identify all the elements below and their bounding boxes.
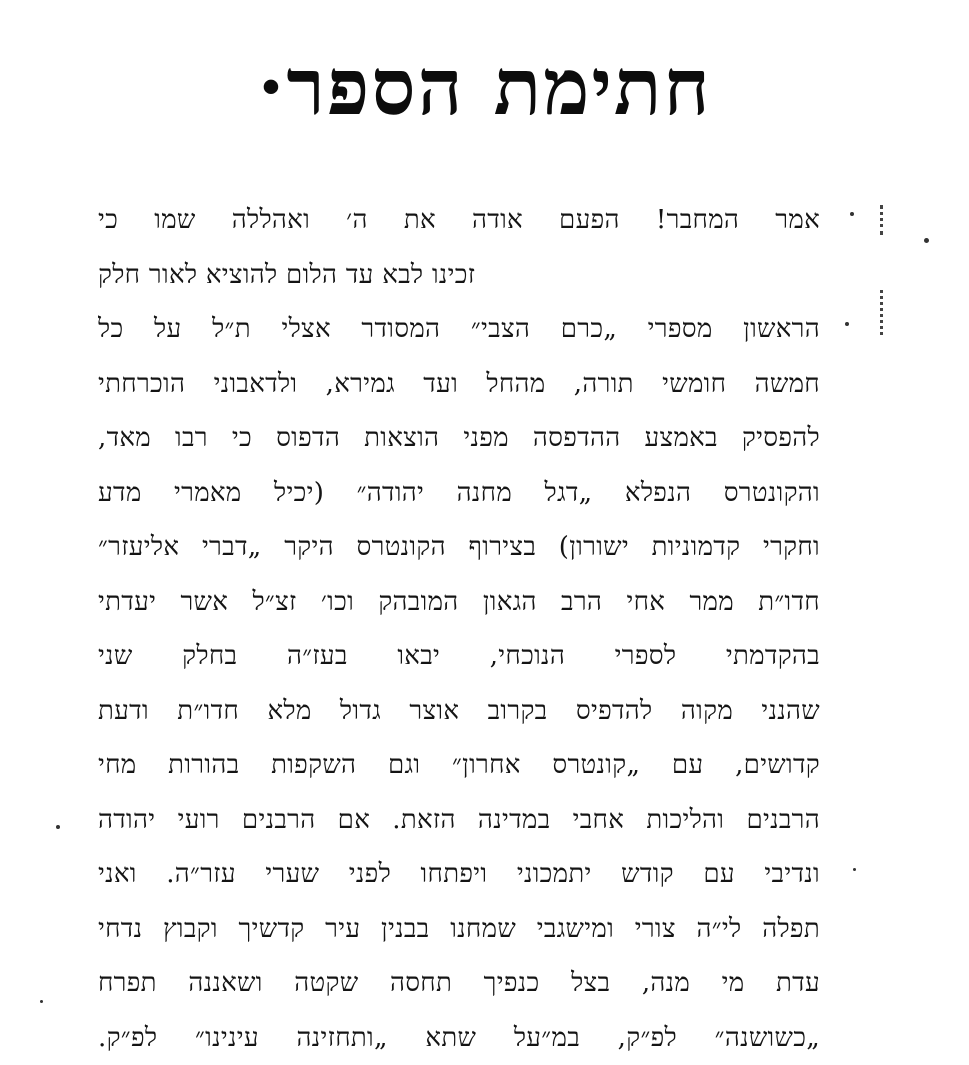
page-title: חתימת הספר·	[0, 38, 969, 138]
body-text	[98, 193, 820, 1065]
text-line: אמר המחבר! הפעם אודה את ה׳ ואהללה שמו כי	[98, 193, 820, 248]
text-line: חדו״ת ממר אחי הרב הגאון המובהק וכו׳ זצ״ל אשר יעדתי	[98, 575, 820, 630]
text-line: שהנני מקוה להדפיס בקרוב אוצר גדול מלא חדו״ת ודעת	[98, 684, 820, 739]
text-line: הראשון מספרי „כרם הצבי״ המסודר אצלי ת״ל על כל	[98, 302, 820, 357]
text-line: עדת מי מנה, בצל כנפיך תחסה שקטה ושאננה תפרח	[98, 956, 820, 1011]
text-line: תפלה לי״ה צורי ומישגבי שמחנו בבנין עיר קדשיך וקבוץ נדחי	[98, 902, 820, 957]
ink-speck	[40, 1000, 43, 1003]
text-line: חמשה חומשי תורה, מהחל ועד גמירא, ולדאבוני הוכרחתי	[98, 357, 820, 412]
margin-print-mark	[880, 205, 886, 235]
text-line: קדושים, עם „קונטרס אחרון״ וגם השקפות בהורות מחי	[98, 738, 820, 793]
ink-speck	[853, 868, 856, 871]
ink-speck	[56, 825, 60, 829]
text-line: וחקרי קדמוניות ישורון) בצירוף הקונטרס היקר „דברי אליעזר״	[98, 520, 820, 575]
text-line: להפסיק באמצע ההדפסה מפני הוצאות הדפוס כי רבו מאד,	[98, 411, 820, 466]
ink-speck	[924, 238, 929, 243]
ink-speck	[845, 322, 849, 326]
text-line: זכינו לבא עד הלום להוציא לאור חלק	[98, 248, 820, 303]
text-line: ונדיבי עם קודש יתמכוני ויפתחו לפני שערי עזר״ה. ואני	[98, 847, 820, 902]
text-line: והקונטרס הנפלא „דגל מחנה יהודה״ (יכיל מאמרי מדע	[98, 466, 820, 521]
text-line: בהקדמתי לספרי הנוכחי, יבאו בעז״ה בחלק שני	[98, 629, 820, 684]
text-line: הרבנים והליכות אחבי במדינה הזאת. אם הרבנים רועי יהודה	[98, 793, 820, 848]
text-line: „כשושנה״ לפ״ק, במ״על שתא „ותחזינה עינינו״ לפ״ק.	[98, 1011, 820, 1065]
ink-speck	[850, 212, 854, 216]
margin-print-mark	[880, 290, 886, 335]
